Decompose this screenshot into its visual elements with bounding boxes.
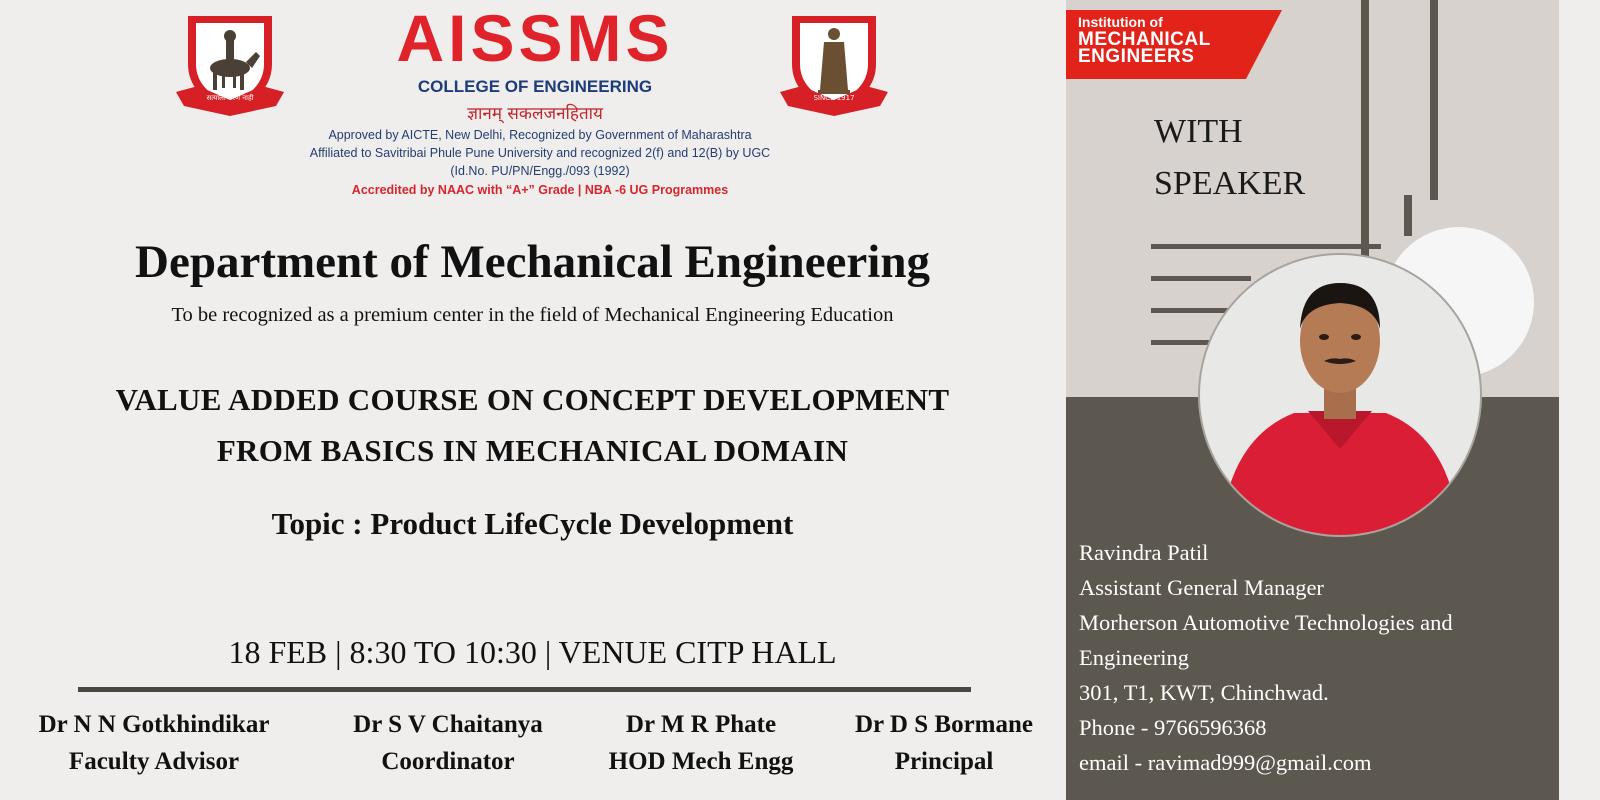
person-role: HOD Mech Engg xyxy=(608,748,794,775)
accreditation-line-3: (Id.No. PU/PN/Engg./093 (1992) xyxy=(450,164,630,178)
person-role: Principal xyxy=(894,748,994,775)
college-motto: ज्ञानम् सकलजनहिताय xyxy=(467,104,603,124)
department-title: Department of Mechanical Engineering xyxy=(135,236,930,288)
speaker-company-line-2: Engineering xyxy=(1079,645,1189,670)
with-label: WITH xyxy=(1154,113,1243,150)
course-title-line-1: VALUE ADDED COURSE ON CONCEPT DEVELOPMENT xyxy=(115,382,950,417)
person-role: Faculty Advisor xyxy=(68,748,240,775)
with-speaker-heading xyxy=(1154,106,1305,210)
accreditation-line-2: Affiliated to Savitribai Phule Pune University and recognized 2(f) and 12(B) by UGC xyxy=(309,146,771,160)
decor-line xyxy=(1151,244,1381,249)
imeche-line-2: MECHANICAL xyxy=(1078,29,1211,50)
speaker-title: Assistant General Manager xyxy=(1079,575,1324,600)
faculty-advisor xyxy=(14,706,294,780)
speaker-name: Ravindra Patil xyxy=(1079,540,1209,565)
speaker-email: email - ravimad999@gmail.com xyxy=(1079,750,1372,775)
imeche-line-3: ENGINEERS xyxy=(1078,46,1195,67)
naac-accreditation: Accredited by NAAC with “A+” Grade | NBA -6 UG Programmes xyxy=(351,183,729,197)
accreditation-line-1: Approved by AICTE, New Delhi, Recognized by Government of Maharashtra xyxy=(328,128,752,142)
person-name: Dr S V Chaitanya xyxy=(353,711,543,738)
person-name: Dr N N Gotkhindikar xyxy=(38,711,270,738)
course-topic: Topic : Product LifeCycle Development xyxy=(271,506,794,541)
hod xyxy=(561,706,841,780)
person-name: Dr D S Bormane xyxy=(854,711,1033,738)
left-seal-motto: सत्याला मरण नाही xyxy=(206,94,254,102)
speaker-company-line-1: Morherson Automotive Technologies and xyxy=(1079,610,1453,635)
person-role: Coordinator xyxy=(381,748,515,775)
imeche-line-1: Institution of xyxy=(1078,14,1163,30)
principal xyxy=(804,706,1084,780)
decor-bar xyxy=(1430,0,1438,200)
coordinator xyxy=(308,706,588,780)
speaker-address: 301, T1, KWT, Chinchwad. xyxy=(1079,680,1329,705)
right-seal-since: SINCE 1917 xyxy=(813,94,855,102)
decor-gap xyxy=(1395,0,1435,195)
speaker-label: SPEAKER xyxy=(1154,165,1306,202)
department-vision: To be recognized as a premium center in the field of Mechanical Engineering Education xyxy=(171,304,894,326)
college-brand: AISSMS xyxy=(396,1,674,75)
college-name: COLLEGE OF ENGINEERING xyxy=(417,77,653,96)
course-title xyxy=(20,374,1045,476)
speaker-photo xyxy=(1198,253,1482,537)
person-name: Dr M R Phate xyxy=(625,711,777,738)
course-title-line-2: FROM BASICS IN MECHANICAL DOMAIN xyxy=(216,433,849,468)
imeche-logo-text xyxy=(1078,14,1211,65)
speaker-details xyxy=(1079,535,1549,780)
divider xyxy=(78,687,971,692)
speaker-phone: Phone - 9766596368 xyxy=(1079,715,1267,740)
event-details: 18 FEB | 8:30 TO 10:30 | VENUE CITP HALL xyxy=(228,634,837,670)
